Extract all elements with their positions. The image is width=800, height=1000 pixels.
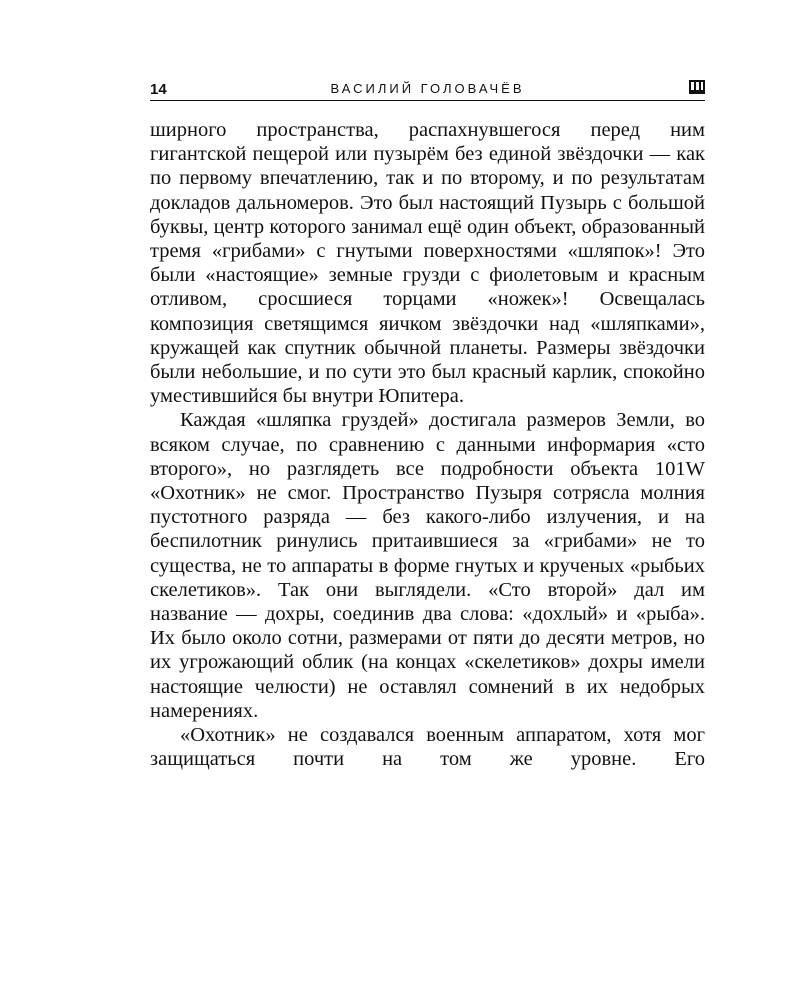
running-head-author: ВАСИЛИЙ ГОЛОВАЧЁВ	[330, 81, 525, 96]
publisher-logo-icon	[689, 80, 705, 94]
paragraph-2: Каждая «шляпка груздей» достигала размеров Земли, во всяком случае, по сравнению с данными информария «сто второго», но разглядеть все подробности объекта 101W «Охотник» не смог. Пространство Пузыря сотрясла молния пустотного разряда — без какого-либо излучения, и на беспилотник ринулись притаившиеся за «грибами» не то существа, не то аппараты в форме гнутых и крученых «рыбьих скелетиков». Так они выглядели. «Сто второй» дал им название — дохры, соединив два слова: «дохлый» и «рыба». Их было около сотни, размерами от пяти до десяти метров, но их угрожающий облик (на концах «скелетиков» дохры имели настоящие челюсти) не оставлял сомнений в их недобрых намерениях.	[150, 409, 705, 722]
paragraph-1: ширного пространства, распахнувшегося перед ним гигантской пещерой или пузырём без единой звёздочки — как по первому впечатлению, так и по второму, и по результатам докладов дальномеров. Это был настоящий Пузырь с большой буквы, центр которого занимал ещё один объект, образованный тремя «грибами» с гнутыми поверхностями «шляпок»! Это были «настоящие» земные грузди с фиолетовым и красным отливом, сросшиеся торцами «ножек»! Освещалась композиция светящимся яичком звёздочки над «шляпками», кружащей как спутник обычной планеты. Размеры звёздочки были небольшие, и по сути это был красный карлик, спокойно уместившийся бы внутри Юпитера.	[150, 119, 705, 408]
page-body-text	[150, 118, 705, 771]
page-number: 14	[150, 81, 167, 98]
page-header	[150, 78, 705, 100]
paragraph-3: «Охотник» не создавался военным аппаратом, хотя мог защищаться почти на том же уровне. Его	[150, 724, 705, 771]
header-rule	[150, 100, 705, 101]
